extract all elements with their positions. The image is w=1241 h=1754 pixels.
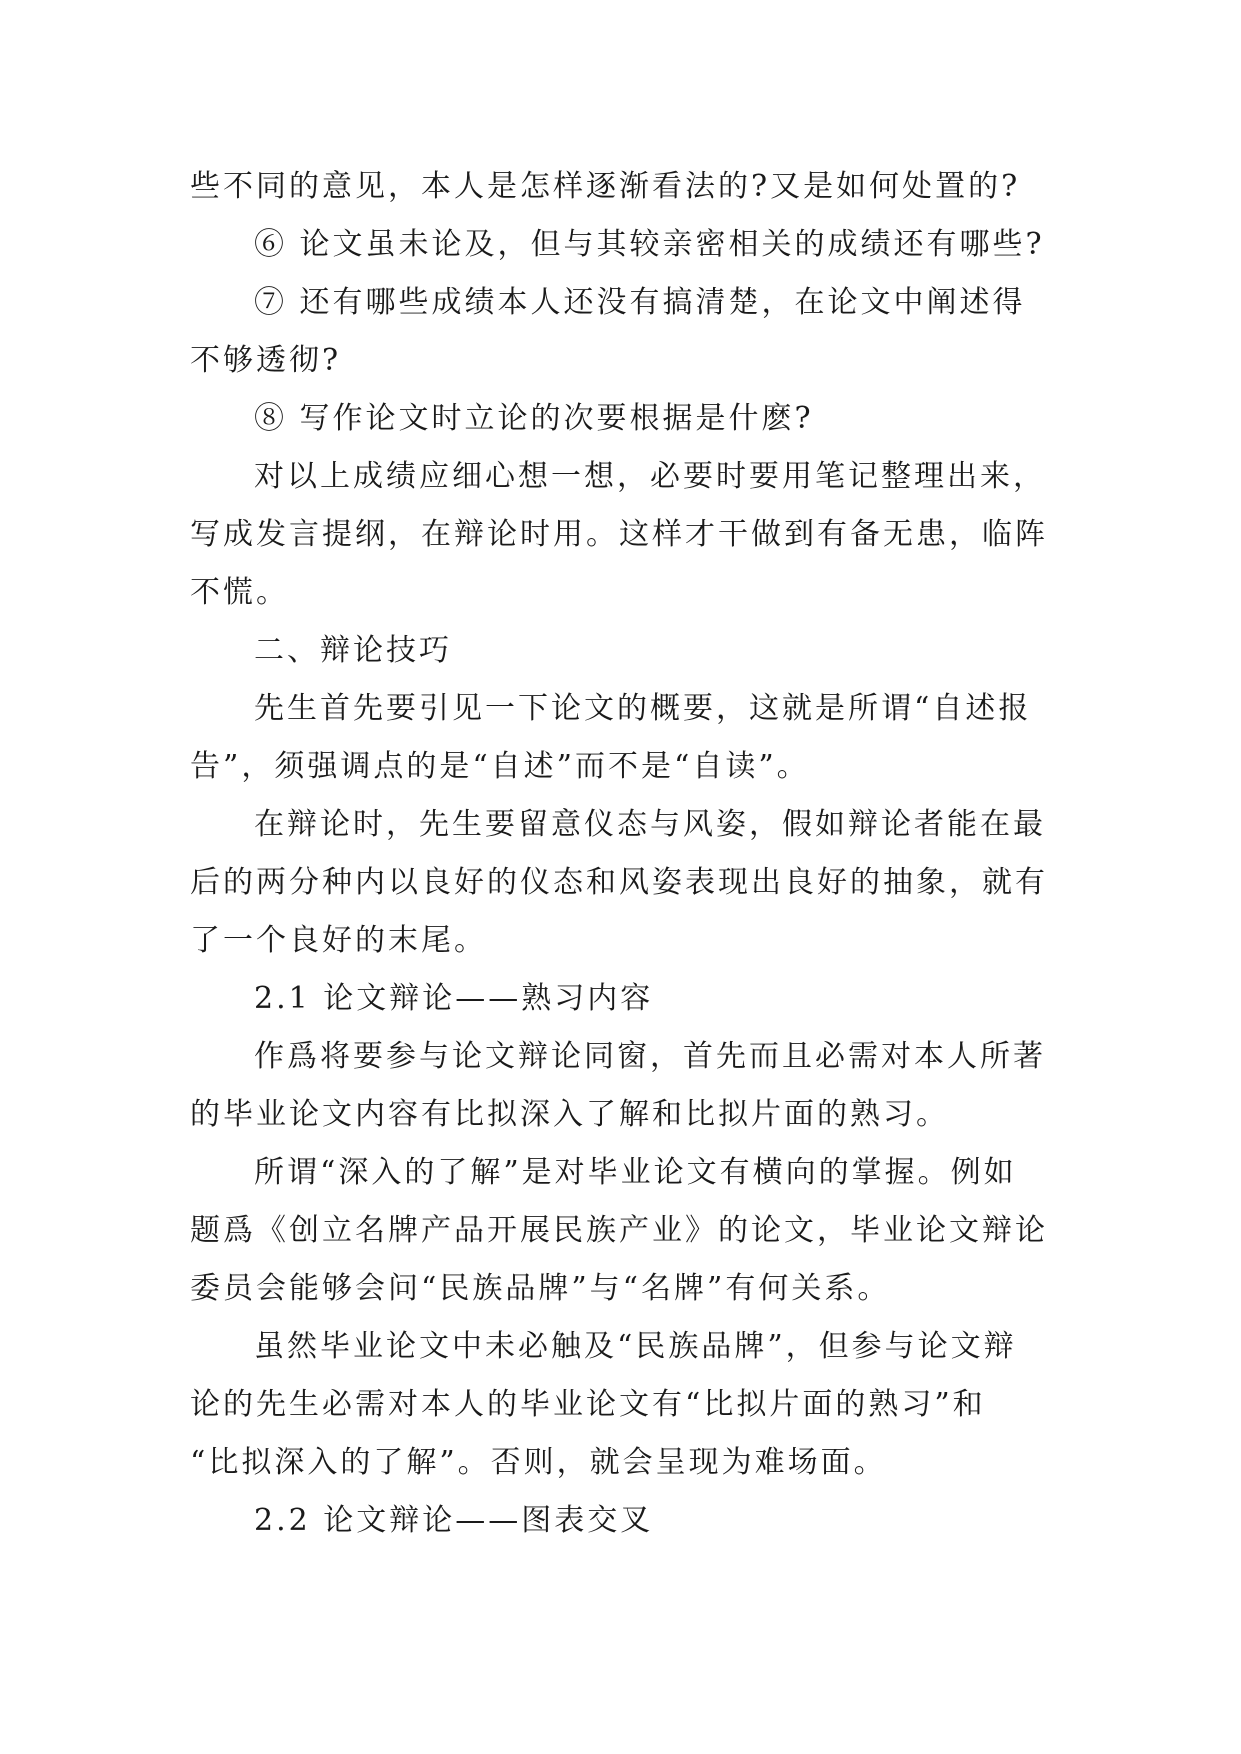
paragraph-start: 对以上成绩应细心想一想，必要时要用笔记整理出来， — [254, 459, 1046, 494]
body-line: 了一个良好的末尾。 — [190, 923, 487, 958]
body-line: 写成发言提纲，在辩论时用。这样才干做到有备无患，临阵 — [190, 517, 1048, 552]
body-line: 题爲《创立名牌产品开展民族产业》的论文，毕业论文辩论 — [190, 1213, 1048, 1248]
body-line: 后的两分种内以良好的仪态和风姿表现出良好的抽象，就有 — [190, 865, 1048, 900]
list-item-7: ⑦ 还有哪些成绩本人还没有搞清楚，在论文中阐述得 — [254, 285, 1026, 320]
list-item-8: ⑧ 写作论文时立论的次要根据是什麽? — [254, 401, 814, 436]
subsection-heading: 2.2 论文辩论——图表交叉 — [254, 1503, 654, 1538]
section-heading: 二、辩论技巧 — [254, 633, 452, 668]
body-line: “比拟深入的了解”。否则，就会呈现为难场面。 — [190, 1445, 887, 1480]
body-line: 不慌。 — [190, 575, 289, 610]
list-item-6: ⑥ 论文虽未论及，但与其较亲密相关的成绩还有哪些? — [254, 227, 1045, 262]
paragraph-start: 在辩论时，先生要留意仪态与风姿，假如辩论者能在最 — [254, 807, 1046, 842]
document-body — [190, 158, 1060, 1550]
body-line: 告”，须强调点的是“自述”而不是“自读”。 — [190, 749, 810, 784]
subsection-heading: 2.1 论文辩论——熟习内容 — [254, 981, 654, 1016]
body-line: 委员会能够会问“民族品牌”与“名牌”有何关系。 — [190, 1271, 891, 1306]
paragraph-start: 虽然毕业论文中未必触及“民族品牌”，但参与论文辩 — [254, 1329, 1017, 1364]
body-line: 些不同的意见，本人是怎样逐渐看法的?又是如何处置的? — [190, 169, 1021, 204]
paragraph-start: 作爲将要参与论文辩论同窗，首先而且必需对本人所著 — [254, 1039, 1046, 1074]
paragraph-start: 所谓“深入的了解”是对毕业论文有横向的掌握。例如 — [254, 1155, 1017, 1190]
body-line: 论的先生必需对本人的毕业论文有“比拟片面的熟习”和 — [190, 1387, 986, 1422]
body-line: 不够透彻? — [190, 343, 342, 378]
body-line: 的毕业论文内容有比拟深入了解和比拟片面的熟习。 — [190, 1097, 949, 1132]
paragraph-start: 先生首先要引见一下论文的概要，这就是所谓“自述报 — [254, 691, 1032, 726]
